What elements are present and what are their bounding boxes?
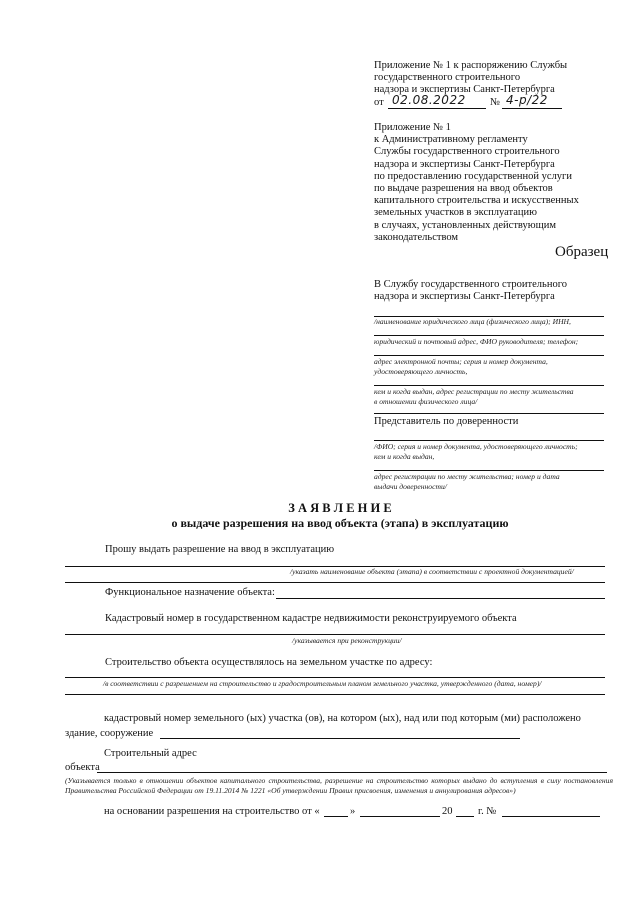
regulation-header bbox=[374, 122, 579, 244]
land-text: Строительство объекта осуществлялось на земельном участке по адресу: bbox=[105, 657, 433, 668]
land-caption: /в соответствии с разрешением на строительство и градостроительным планом земельного участка, утвержденного (дата, номер)/ bbox=[103, 679, 542, 688]
permit-quote: » bbox=[350, 806, 356, 817]
parcel-field-line bbox=[160, 738, 520, 739]
cadastral-caption: /указывается при реконструкции/ bbox=[292, 636, 402, 645]
order-date-handwritten: 02.08.2022 bbox=[392, 92, 466, 107]
parcel-text: здание, сооружение bbox=[65, 728, 154, 739]
cadastral-field-line bbox=[65, 634, 605, 635]
applicant-caption: адрес электронной почты; серия и номер документа, bbox=[374, 357, 548, 366]
address-label: Строительный адрес bbox=[104, 748, 197, 759]
order-header bbox=[374, 60, 567, 110]
object-caption: /указать наименование объекта (этапа) в соответствии с проектной документацией/ bbox=[290, 567, 574, 576]
applicant-caption: кем и когда выдан, адрес регистрации по месту жительства bbox=[374, 387, 574, 396]
regulation-header-line: законодательством bbox=[374, 231, 459, 243]
parcel-text: кадастровый номер земельного (ых) участка (ов), на котором (ых), над или под которым (ми) расположено bbox=[104, 713, 581, 724]
representative-field-line bbox=[374, 440, 604, 441]
representative-top-line bbox=[374, 413, 604, 414]
address-label: объекта bbox=[65, 762, 100, 773]
applicant-caption: в отношении физического лица/ bbox=[374, 397, 478, 406]
representative-caption: выдачи доверенности/ bbox=[374, 482, 447, 491]
sample-mark: Образец bbox=[555, 244, 609, 260]
regulation-header-line: по выдаче разрешения на ввод объектов bbox=[374, 183, 553, 195]
permit-year-line bbox=[456, 816, 474, 817]
document-subtitle: о выдаче разрешения на ввод объекта (этапа) в эксплуатацию bbox=[171, 516, 509, 530]
regulation-header-line: капитального строительства и искусственных bbox=[374, 195, 579, 207]
applicant-field-line bbox=[374, 355, 604, 356]
regulation-header-line: к Административному регламенту bbox=[374, 134, 528, 146]
permit-year-prefix: 20 bbox=[442, 806, 453, 817]
addressee-line: надзора и экспертизы Санкт-Петербурга bbox=[374, 291, 555, 303]
regulation-header-line: по предоставлению государственной услуги bbox=[374, 170, 572, 182]
representative-caption: адрес регистрации по месту жительства; номер и дата bbox=[374, 472, 560, 481]
order-number-handwritten: 4-р/22 bbox=[506, 92, 548, 107]
regulation-header-line: Службы государственного строительного bbox=[374, 146, 560, 158]
land-field-line bbox=[65, 694, 605, 695]
object-name-line bbox=[65, 582, 605, 583]
permit-month-line bbox=[360, 816, 440, 817]
address-caption: (Указывается только в отношении объектов капитального строительства, разрешение на строительство которых выдано до вступления в силу постановления Правительства Российской Федерации от 19.11.2014 № 1221 «Об утверждении Правил присвоения, изменения и аннулирования адресов») bbox=[65, 776, 613, 795]
representative-heading: Представитель по доверенности bbox=[374, 416, 519, 427]
date-prefix: от bbox=[374, 96, 384, 108]
order-header-line: государственного строительного bbox=[374, 72, 521, 84]
applicant-field-line bbox=[374, 335, 604, 336]
applicant-field-line bbox=[374, 385, 604, 386]
purpose-label: Функциональное назначение объекта: bbox=[105, 587, 275, 598]
representative-field-line bbox=[374, 470, 604, 471]
addressee-line: В Службу государственного строительного bbox=[374, 279, 567, 290]
order-header-line: надзора и экспертизы Санкт-Петербурга bbox=[374, 84, 555, 96]
order-header-line: Приложение № 1 к распоряжению Службы bbox=[374, 60, 568, 71]
permit-day-line bbox=[324, 816, 348, 817]
request-text: Прошу выдать разрешение на ввод в эксплуатацию bbox=[105, 544, 335, 555]
order-date-row bbox=[374, 92, 567, 110]
number-prefix: № bbox=[490, 96, 501, 108]
regulation-header-line: в случаях, установленных действующим bbox=[374, 219, 556, 231]
regulation-header-line: земельных участков в эксплуатацию bbox=[374, 207, 537, 219]
regulation-header-line: надзора и экспертизы Санкт-Петербурга bbox=[374, 158, 555, 170]
regulation-header-line: Приложение № 1 bbox=[374, 122, 451, 133]
permit-number-prefix: г. № bbox=[478, 806, 497, 817]
land-field-line bbox=[65, 677, 605, 678]
permit-number-line bbox=[502, 816, 600, 817]
date-underline bbox=[388, 108, 486, 109]
representative-caption: /ФИО; серия и номер документа, удостоверяющего личность; bbox=[374, 442, 578, 451]
permit-row bbox=[104, 805, 614, 818]
document-title: З А Я В Л Е Н И Е bbox=[288, 501, 392, 515]
permit-prefix: на основании разрешения на строительство от « bbox=[104, 806, 320, 817]
cadastral-text: Кадастровый номер в государственном кадастре недвижимости реконструируемого объекта bbox=[105, 613, 517, 624]
purpose-field-line bbox=[276, 598, 605, 599]
addressee bbox=[374, 279, 567, 303]
applicant-caption: удостоверяющего личность, bbox=[374, 367, 468, 376]
address-field-line bbox=[97, 772, 607, 773]
applicant-caption: юридический и почтовый адрес, ФИО руководителя; телефон; bbox=[374, 337, 579, 346]
representative-caption: кем и когда выдан, bbox=[374, 452, 435, 461]
applicant-caption: /наименование юридического лица (физического лица); ИНН, bbox=[374, 317, 571, 326]
number-underline bbox=[502, 108, 562, 109]
